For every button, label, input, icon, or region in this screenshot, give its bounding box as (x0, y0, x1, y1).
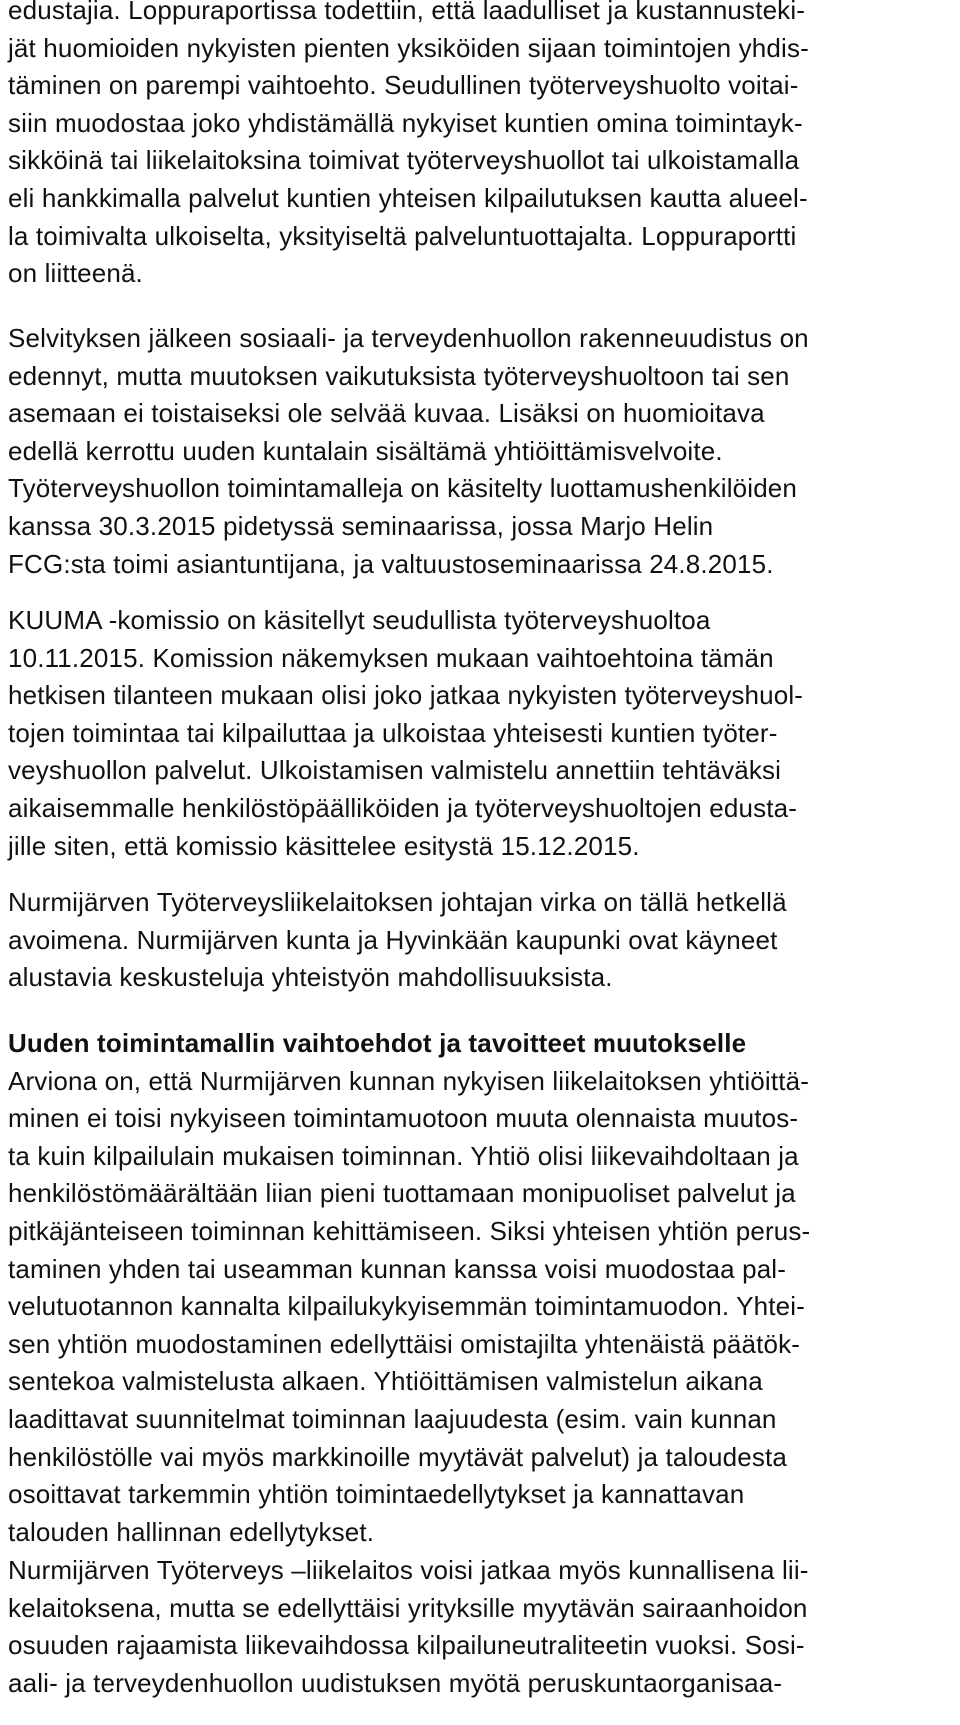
text-line: Nurmijärven Työterveysliikelaitoksen johtajan virka on tällä hetkellä (8, 887, 787, 917)
text-line: avoimena. Nurmijärven kunta ja Hyvinkään kaupunki ovat käyneet (8, 924, 778, 955)
text-line: Selvityksen jälkeen sosiaali- ja terveydenhuollon rakenneuudistus on (8, 323, 809, 353)
text-line: ta kuin kilpailulain mukaisen toiminnan. Yhtiö olisi liikevaihdoltaan ja (8, 1140, 799, 1171)
text-line: osoittavat tarkemmin yhtiön toimintaedellytykset ja kannattavan (8, 1479, 745, 1510)
text-line: hetkisen tilanteen mukaan olisi joko jatkaa nykyisten työterveyshuol- (8, 680, 804, 711)
text-line: KUUMA -komissio on käsitellyt seudullista työterveyshuoltoa (8, 605, 711, 635)
text-line: veyshuollon palvelut. Ulkoistamisen valmistelu annettiin tehtäväksi (8, 755, 782, 786)
text-line: asemaan ei toistaiseksi ole selvää kuvaa. Lisäksi on huomioitava (8, 398, 765, 429)
paragraph-selvityksen-jalkeen (8, 320, 954, 583)
text-line: Arviona on, että Nurmijärven kunnan nykyisen liikelaitoksen yhtiöittä- (8, 1065, 809, 1096)
text-line: jät huomioiden nykyisten pienten yksiköiden sijaan toimintojen yhdis- (8, 32, 809, 63)
text-line: edennyt, mutta muutoksen vaikutuksista työterveyshuoltoon tai sen (8, 360, 790, 391)
text-line: minen ei toisi nykyiseen toimintamuotoon muuta olennaista muutos- (8, 1103, 799, 1134)
text-line: aikaisemmalle henkilöstöpäälliköiden ja työterveyshuoltojen edusta- (8, 792, 798, 823)
text-line: taminen yhden tai useamman kunnan kanssa voisi muodostaa pal- (8, 1253, 787, 1284)
text-line: pitkäjänteiseen toiminnan kehittämiseen. Siksi yhteisen yhtiön perus- (8, 1215, 811, 1246)
text-line: alustavia keskusteluja yhteistyön mahdollisuuksista. (8, 962, 613, 993)
paragraph-kuuma-komissio (8, 602, 954, 865)
text-line: Työterveyshuollon toimintamalleja on käsitelty luottamushenkilöiden (8, 473, 798, 504)
paragraph-nurmijarven-tyoterveysliikelaitos (8, 884, 954, 997)
text-line: täminen on parempi vaihtoehto. Seudullinen työterveyshuolto voitai- (8, 70, 799, 101)
text-line: edustajia. Loppuraportissa todettiin, että laadulliset ja kustannusteki- (8, 0, 806, 25)
text-line: eli hankkimalla palvelut kuntien yhteisen kilpailutuksen kautta alueel- (8, 182, 808, 213)
text-line: henkilöstömäärältään liian pieni tuottamaan monipuoliset palvelut ja (8, 1178, 796, 1209)
text-line: aali- ja terveydenhuollon uudistuksen myötä peruskuntaorganisaa- (8, 1667, 783, 1698)
text-line: henkilöstölle vai myös markkinoille myytävät palvelut) ja taloudesta (8, 1441, 787, 1472)
text-line: sen yhtiön muodostaminen edellyttäisi omistajilta yhtenäistä päätök- (8, 1328, 801, 1359)
paragraph-loppuraportti (8, 0, 954, 293)
text-line: velutuotannon kannalta kilpailukykyisemmän toimintamuodon. Yhtei- (8, 1291, 805, 1322)
text-line: kelaitoksena, mutta se edellyttäisi yrityksille myytävän sairaanhoidon (8, 1592, 808, 1623)
text-line: Nurmijärven Työterveys –liikelaitos voisi jatkaa myös kunnallisena lii- (8, 1555, 809, 1585)
text-line: FCG:sta toimi asiantuntijana, ja valtuustoseminaarissa 24.8.2015. (8, 548, 774, 579)
text-line: laadittavat suunnitelmat toiminnan laajuudesta (esim. vain kunnan (8, 1403, 777, 1434)
text-line: 10.11.2015. Komission näkemyksen mukaan vaihtoehtoina tämän (8, 642, 774, 673)
text-line: talouden hallinnan edellytykset. (8, 1516, 375, 1547)
section-heading: Uuden toimintamallin vaihtoehdot ja tavoitteet muutokselle (8, 1028, 747, 1058)
text-line: sentekoa valmistelusta alkaen. Yhtiöittämisen valmistelun aikana (8, 1366, 763, 1397)
text-line: kanssa 30.3.2015 pidetyssä seminaarissa, jossa Marjo Helin (8, 510, 714, 541)
text-line: edellä kerrottu uuden kuntalain sisältämä yhtiöittämisvelvoite. (8, 435, 723, 466)
text-line: siin muodostaa joko yhdistämällä nykyiset kuntien omina toimintayk- (8, 107, 803, 138)
section-uuden-toimintamallin-vaihtoehdot (8, 1025, 954, 1551)
text-line: la toimivalta ulkoiselta, yksityiseltä palveluntuottajalta. Loppuraportti (8, 220, 797, 251)
text-line: tojen toimintaa tai kilpailuttaa ja ulkoistaa yhteisesti kuntien työter- (8, 717, 778, 748)
text-line: osuuden rajaamista liikevaihdossa kilpailuneutraliteetin vuoksi. Sosi- (8, 1630, 805, 1661)
text-line: sikköinä tai liikelaitoksina toimivat työterveyshuollot tai ulkoistamalla (8, 145, 800, 176)
text-line: jille siten, että komissio käsittelee esitystä 15.12.2015. (8, 830, 640, 861)
text-line: on liitteenä. (8, 258, 143, 289)
paragraph-kunnallinen-liikelaitos (8, 1552, 954, 1702)
